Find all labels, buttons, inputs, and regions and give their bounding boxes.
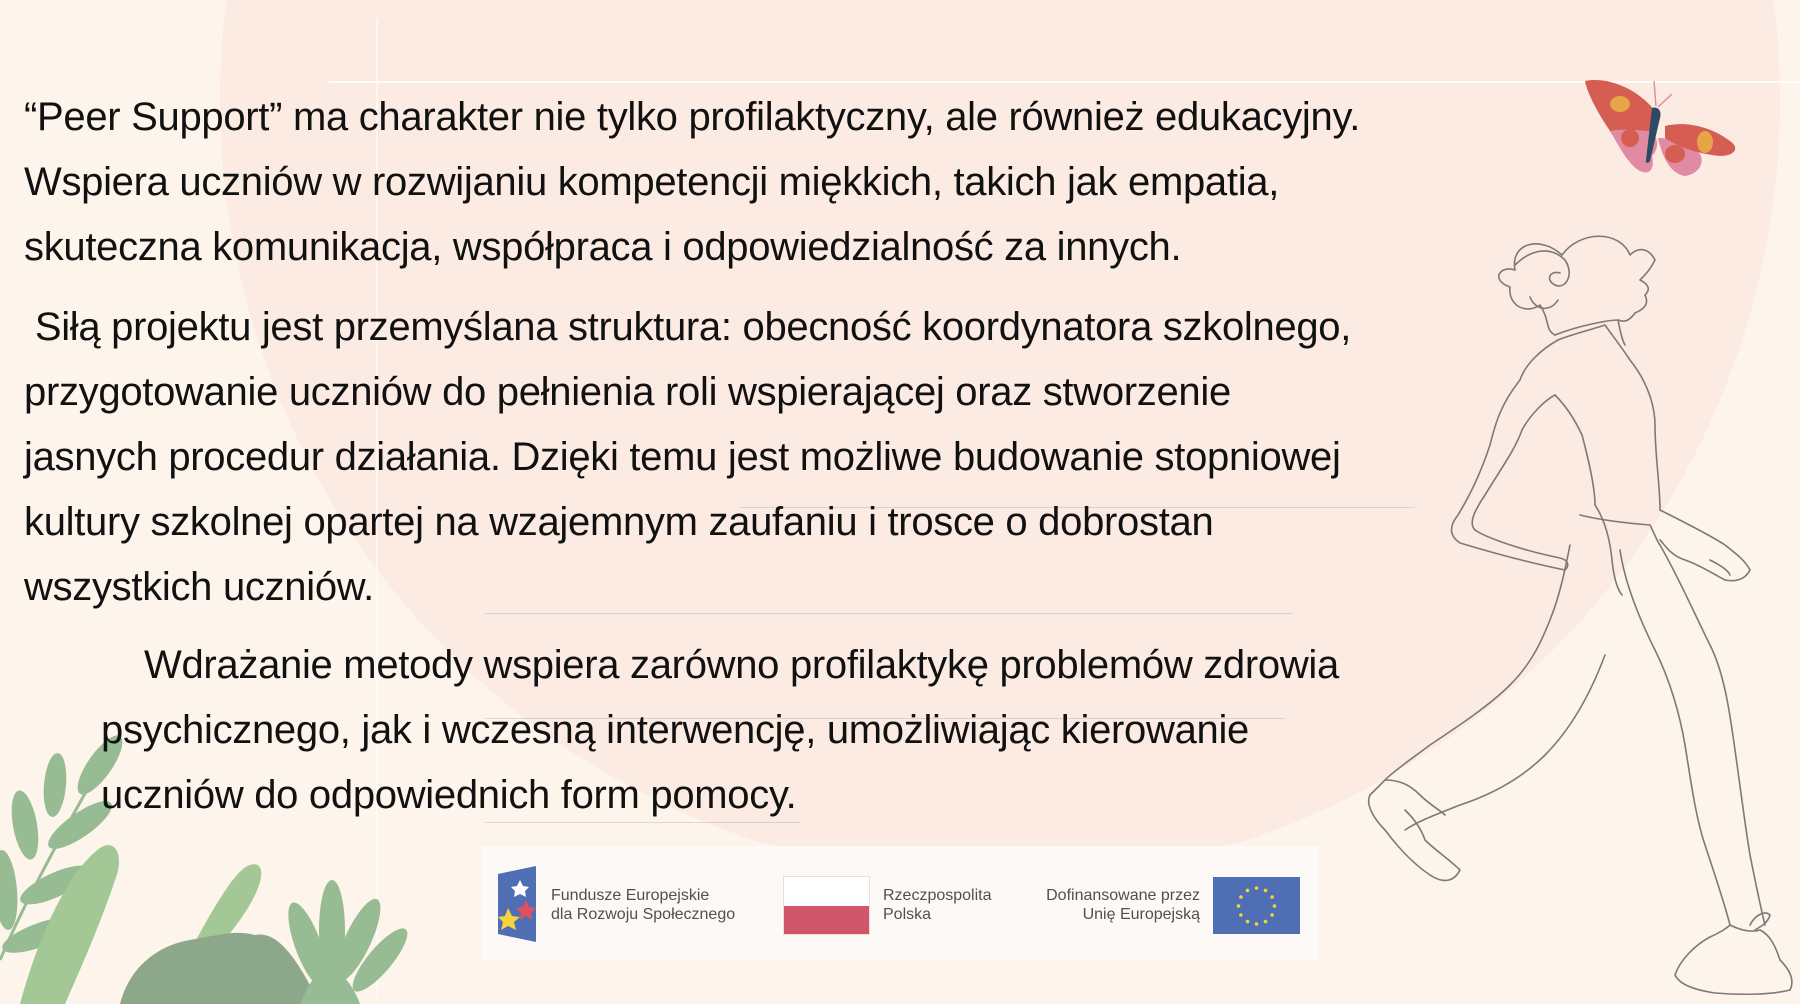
text-line: Wspiera uczniów w rozwijaniu kompetencji miękkich, takich jak empatia, — [24, 160, 1280, 204]
eu-line2: Unię Europejską — [1082, 906, 1200, 923]
fe-line1: Fundusze Europejskie — [551, 887, 710, 904]
text-line: psychicznego, jak i wczesną interwencję, umożliwiając kierowanie — [101, 708, 1249, 752]
fe-logo-icon — [498, 866, 540, 942]
walking-woman-illustration — [1350, 225, 1800, 1004]
text-line: Wdrażanie metody wspiera zarówno profilaktykę problemów zdrowia — [144, 643, 1339, 687]
eu-line1: Dofinansowane przez — [1046, 887, 1200, 904]
text-line: kultury szkolnej opartej na wzajemnym zaufaniu i trosce o dobrostan — [24, 500, 1214, 544]
text-line: wszystkich uczniów. — [24, 565, 374, 609]
fe-line2: dla Rozwoju Społecznego — [551, 906, 736, 923]
rp-line1: Rzeczpospolita — [883, 887, 992, 904]
divider-line — [485, 613, 1293, 614]
eu-logo-text — [1035, 886, 1200, 924]
text-line: jasnych procedur działania. Dzięki temu jest możliwe budowanie stopniowej — [24, 435, 1341, 479]
text-line: “Peer Support” ma charakter nie tylko profilaktyczny, ale również edukacyjny. — [24, 95, 1361, 139]
text-line: uczniów do odpowiednich form pomocy. — [101, 773, 797, 817]
eu-flag-icon — [1213, 877, 1300, 934]
butterfly-icon — [1580, 76, 1745, 181]
text-line: Siłą projektu jest przemyślana struktura: obecność koordynatora szkolnego, — [24, 305, 1352, 349]
text-line: skuteczna komunikacja, współpraca i odpowiedzialność za innych. — [24, 225, 1182, 269]
fe-logo-text — [551, 886, 735, 924]
rp-line2: Polska — [883, 906, 932, 923]
polish-flag-icon — [783, 876, 870, 935]
rp-logo-text — [883, 886, 992, 924]
text-line: przygotowanie uczniów do pełnienia roli wspierającej oraz stworzenie — [24, 370, 1231, 414]
